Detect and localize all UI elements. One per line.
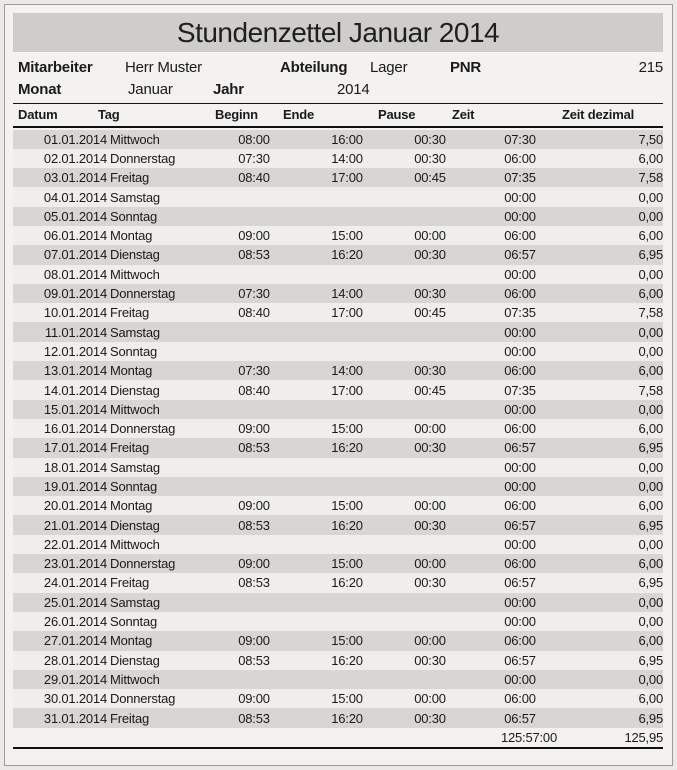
info-row-2 [13, 79, 663, 101]
cell-zeit: 00:00 [504, 189, 536, 205]
table-row [13, 573, 663, 592]
cell-pause: 00:00 [414, 691, 446, 707]
cell-tag: Dienstag [110, 652, 160, 668]
cell-datum: 09.01.2014 [43, 286, 107, 302]
cell-datum: 22.01.2014 [43, 536, 107, 552]
cell-zeit_dezimal: 6,95 [638, 575, 663, 591]
cell-ende: 15:00 [331, 633, 363, 649]
cell-datum: 27.01.2014 [43, 633, 107, 649]
cell-ende: 16:20 [331, 652, 363, 668]
cell-zeit_dezimal: 6,95 [638, 440, 663, 456]
cell-zeit_dezimal: 0,00 [638, 343, 663, 359]
pnr-label: PNR [450, 59, 482, 76]
table-row [13, 207, 663, 226]
table-row [13, 168, 663, 187]
cell-ende: 17:00 [331, 170, 363, 186]
cell-pause: 00:00 [414, 421, 446, 437]
cell-zeit: 00:00 [504, 614, 536, 630]
cell-datum: 23.01.2014 [43, 556, 107, 572]
cell-zeit_dezimal: 0,00 [638, 266, 663, 282]
table-row [13, 651, 663, 670]
timesheet-content [13, 13, 663, 749]
cell-zeit_dezimal: 6,00 [638, 633, 663, 649]
cell-pause: 00:30 [414, 247, 446, 263]
cell-tag: Freitag [110, 305, 150, 321]
table-row [13, 284, 663, 303]
cell-beginn: 08:53 [238, 440, 270, 456]
mitarbeiter-label: Mitarbeiter [18, 59, 93, 76]
cell-beginn: 07:30 [238, 150, 270, 166]
title-banner [13, 13, 663, 52]
cell-beginn: 08:40 [238, 170, 270, 186]
cell-tag: Mittwoch [110, 266, 160, 282]
cell-tag: Mittwoch [110, 536, 160, 552]
cell-datum: 15.01.2014 [43, 401, 107, 417]
table-row [13, 322, 663, 341]
cell-zeit_dezimal: 0,00 [638, 324, 663, 340]
cell-tag: Donnerstag [110, 421, 176, 437]
jahr-value: 2014 [337, 81, 370, 98]
cell-pause: 00:30 [414, 363, 446, 379]
cell-zeit_dezimal: 7,58 [638, 382, 663, 398]
table-row [13, 342, 663, 361]
cell-datum: 17.01.2014 [43, 440, 107, 456]
table-row [13, 593, 663, 612]
cell-pause: 00:45 [414, 170, 446, 186]
cell-pause: 00:30 [414, 710, 446, 726]
cell-datum: 01.01.2014 [43, 131, 107, 147]
cell-zeit_dezimal: 7,50 [638, 131, 663, 147]
cell-tag: Donnerstag [110, 691, 176, 707]
info-row-1 [13, 57, 663, 79]
table-row [13, 438, 663, 457]
table-row [13, 149, 663, 168]
cell-datum: 29.01.2014 [43, 671, 107, 687]
cell-beginn: 08:53 [238, 517, 270, 533]
pnr-value: 215 [638, 59, 663, 76]
cell-tag: Samstag [110, 189, 160, 205]
table-row [13, 419, 663, 438]
cell-tag: Dienstag [110, 517, 160, 533]
cell-tag: Freitag [110, 710, 150, 726]
cell-pause: 00:30 [414, 286, 446, 302]
cell-beginn: 08:40 [238, 382, 270, 398]
cell-pause: 00:30 [414, 575, 446, 591]
cell-beginn: 09:00 [238, 556, 270, 572]
cell-datum: 07.01.2014 [43, 247, 107, 263]
cell-zeit_dezimal: 6,00 [638, 498, 663, 514]
cell-zeit: 06:57 [504, 575, 536, 591]
cell-tag: Samstag [110, 459, 160, 475]
cell-tag: Mittwoch [110, 131, 160, 147]
cell-datum: 31.01.2014 [43, 710, 107, 726]
table-row [13, 361, 663, 380]
cell-zeit: 06:57 [504, 440, 536, 456]
cell-ende: 17:00 [331, 305, 363, 321]
table-row [13, 187, 663, 206]
cell-datum: 12.01.2014 [43, 343, 107, 359]
cell-tag: Montag [110, 228, 153, 244]
cell-ende: 16:20 [331, 575, 363, 591]
cell-zeit: 00:00 [504, 208, 536, 224]
table-row [13, 670, 663, 689]
cell-datum: 18.01.2014 [43, 459, 107, 475]
cell-datum: 19.01.2014 [43, 478, 107, 494]
cell-pause: 00:00 [414, 633, 446, 649]
cell-zeit_dezimal: 6,00 [638, 286, 663, 302]
cell-pause: 00:45 [414, 382, 446, 398]
abteilung-value: Lager [370, 59, 408, 76]
cell-datum: 20.01.2014 [43, 498, 107, 514]
cell-zeit: 00:00 [504, 401, 536, 417]
table-row [13, 631, 663, 650]
table-row [13, 245, 663, 264]
table-row [13, 303, 663, 322]
cell-zeit_dezimal: 6,95 [638, 652, 663, 668]
cell-ende: 15:00 [331, 556, 363, 572]
cell-zeit_dezimal: 6,00 [638, 150, 663, 166]
cell-zeit: 06:00 [504, 363, 536, 379]
table-row [13, 400, 663, 419]
cell-datum: 04.01.2014 [43, 189, 107, 205]
cell-datum: 21.01.2014 [43, 517, 107, 533]
cell-zeit_dezimal: 0,00 [638, 594, 663, 610]
cell-tag: Dienstag [110, 247, 160, 263]
cell-zeit: 06:57 [504, 517, 536, 533]
cell-datum: 16.01.2014 [43, 421, 107, 437]
cell-beginn: 08:40 [238, 305, 270, 321]
cell-zeit: 07:30 [504, 131, 536, 147]
cell-zeit: 00:00 [504, 671, 536, 687]
cell-tag: Freitag [110, 575, 150, 591]
col-header-pause: Pause [378, 107, 416, 122]
cell-zeit: 00:00 [504, 266, 536, 282]
total-zeit-dezimal: 125,95 [624, 729, 663, 745]
table-row [13, 689, 663, 708]
cell-pause: 00:00 [414, 228, 446, 244]
table-row [13, 496, 663, 515]
total-zeit: 125:57:00 [500, 729, 557, 745]
table-row [13, 477, 663, 496]
cell-ende: 14:00 [331, 150, 363, 166]
table-row [13, 130, 663, 149]
cell-ende: 16:20 [331, 710, 363, 726]
cell-ende: 14:00 [331, 363, 363, 379]
col-header-ende: Ende [283, 107, 314, 122]
table-row [13, 380, 663, 399]
cell-zeit_dezimal: 6,95 [638, 710, 663, 726]
cell-datum: 05.01.2014 [43, 208, 107, 224]
col-header-datum: Datum [18, 107, 58, 122]
cell-ende: 16:20 [331, 517, 363, 533]
cell-pause: 00:30 [414, 131, 446, 147]
cell-pause: 00:30 [414, 440, 446, 456]
abteilung-label: Abteilung [280, 59, 348, 76]
col-header-zeit: Zeit [452, 107, 475, 122]
cell-tag: Montag [110, 498, 153, 514]
cell-tag: Donnerstag [110, 150, 176, 166]
cell-tag: Montag [110, 633, 153, 649]
cell-zeit_dezimal: 0,00 [638, 478, 663, 494]
table-row [13, 612, 663, 631]
cell-tag: Freitag [110, 440, 150, 456]
cell-tag: Mittwoch [110, 401, 160, 417]
cell-zeit_dezimal: 6,00 [638, 691, 663, 707]
totals-row [13, 728, 663, 747]
cell-ende: 15:00 [331, 228, 363, 244]
cell-tag: Freitag [110, 170, 150, 186]
cell-datum: 02.01.2014 [43, 150, 107, 166]
header-divider-thick [13, 126, 663, 128]
cell-zeit_dezimal: 7,58 [638, 170, 663, 186]
table-row [13, 554, 663, 573]
cell-beginn: 08:53 [238, 247, 270, 263]
cell-datum: 06.01.2014 [43, 228, 107, 244]
cell-zeit: 06:00 [504, 421, 536, 437]
table-body [13, 130, 663, 728]
cell-pause: 00:30 [414, 150, 446, 166]
table-row [13, 226, 663, 245]
cell-beginn: 09:00 [238, 691, 270, 707]
cell-ende: 15:00 [331, 691, 363, 707]
cell-ende: 17:00 [331, 382, 363, 398]
cell-beginn: 08:00 [238, 131, 270, 147]
table-row [13, 515, 663, 534]
cell-zeit_dezimal: 6,00 [638, 421, 663, 437]
cell-ende: 15:00 [331, 498, 363, 514]
cell-datum: 08.01.2014 [43, 266, 107, 282]
cell-tag: Dienstag [110, 382, 160, 398]
cell-datum: 28.01.2014 [43, 652, 107, 668]
cell-zeit: 00:00 [504, 478, 536, 494]
cell-zeit_dezimal: 0,00 [638, 459, 663, 475]
table-row [13, 708, 663, 727]
bottom-rule [13, 747, 663, 749]
cell-zeit_dezimal: 7,58 [638, 305, 663, 321]
cell-zeit_dezimal: 6,00 [638, 228, 663, 244]
table-header [13, 104, 663, 126]
cell-zeit: 00:00 [504, 343, 536, 359]
cell-beginn: 09:00 [238, 421, 270, 437]
cell-ende: 15:00 [331, 421, 363, 437]
cell-ende: 16:20 [331, 440, 363, 456]
cell-datum: 11.01.2014 [44, 324, 107, 340]
cell-datum: 30.01.2014 [43, 691, 107, 707]
cell-beginn: 07:30 [238, 363, 270, 379]
cell-datum: 24.01.2014 [43, 575, 107, 591]
col-header-tag: Tag [98, 107, 120, 122]
cell-ende: 14:00 [331, 286, 363, 302]
cell-zeit_dezimal: 6,00 [638, 556, 663, 572]
cell-zeit: 00:00 [504, 536, 536, 552]
cell-zeit_dezimal: 6,95 [638, 247, 663, 263]
cell-zeit_dezimal: 0,00 [638, 671, 663, 687]
monat-value: Januar [128, 81, 173, 98]
cell-zeit: 06:00 [504, 498, 536, 514]
cell-zeit: 07:35 [504, 170, 536, 186]
cell-zeit_dezimal: 6,95 [638, 517, 663, 533]
col-header-zeit-dezimal: Zeit dezimal [562, 107, 635, 122]
cell-tag: Montag [110, 363, 153, 379]
info-header [13, 57, 663, 101]
cell-tag: Donnerstag [110, 556, 176, 572]
cell-beginn: 08:53 [238, 652, 270, 668]
table-row [13, 265, 663, 284]
cell-zeit: 06:57 [504, 652, 536, 668]
cell-pause: 00:00 [414, 498, 446, 514]
cell-datum: 25.01.2014 [43, 594, 107, 610]
cell-zeit: 06:00 [504, 286, 536, 302]
cell-datum: 14.01.2014 [43, 382, 107, 398]
cell-pause: 00:45 [414, 305, 446, 321]
monat-label: Monat [18, 81, 62, 98]
cell-tag: Mittwoch [110, 671, 160, 687]
cell-datum: 03.01.2014 [43, 170, 107, 186]
cell-zeit: 00:00 [504, 594, 536, 610]
cell-zeit_dezimal: 6,00 [638, 363, 663, 379]
cell-datum: 13.01.2014 [43, 363, 107, 379]
cell-tag: Samstag [110, 324, 160, 340]
cell-zeit_dezimal: 0,00 [638, 208, 663, 224]
cell-ende: 16:00 [331, 131, 363, 147]
cell-tag: Sonntag [110, 208, 158, 224]
cell-zeit_dezimal: 0,00 [638, 189, 663, 205]
cell-tag: Sonntag [110, 614, 158, 630]
cell-zeit: 07:35 [504, 305, 536, 321]
jahr-label: Jahr [213, 81, 244, 98]
cell-tag: Sonntag [110, 478, 158, 494]
cell-zeit: 07:35 [504, 382, 536, 398]
cell-zeit: 06:00 [504, 691, 536, 707]
cell-zeit_dezimal: 0,00 [638, 536, 663, 552]
cell-zeit_dezimal: 0,00 [638, 401, 663, 417]
cell-zeit: 06:57 [504, 710, 536, 726]
cell-beginn: 09:00 [238, 228, 270, 244]
cell-tag: Sonntag [110, 343, 158, 359]
cell-zeit: 00:00 [504, 324, 536, 340]
cell-zeit: 00:00 [504, 459, 536, 475]
cell-datum: 10.01.2014 [43, 305, 107, 321]
table-row [13, 458, 663, 477]
cell-pause: 00:30 [414, 517, 446, 533]
cell-zeit: 06:57 [504, 247, 536, 263]
mitarbeiter-value: Herr Muster [125, 59, 202, 76]
cell-datum: 26.01.2014 [43, 614, 107, 630]
cell-beginn: 07:30 [238, 286, 270, 302]
cell-beginn: 08:53 [238, 575, 270, 591]
cell-zeit: 06:00 [504, 150, 536, 166]
cell-tag: Samstag [110, 594, 160, 610]
cell-pause: 00:30 [414, 652, 446, 668]
cell-zeit: 06:00 [504, 228, 536, 244]
col-header-beginn: Beginn [215, 107, 258, 122]
cell-ende: 16:20 [331, 247, 363, 263]
cell-beginn: 09:00 [238, 498, 270, 514]
cell-zeit: 06:00 [504, 633, 536, 649]
cell-beginn: 08:53 [238, 710, 270, 726]
cell-zeit_dezimal: 0,00 [638, 614, 663, 630]
cell-tag: Donnerstag [110, 286, 176, 302]
cell-zeit: 06:00 [504, 556, 536, 572]
cell-pause: 00:00 [414, 556, 446, 572]
cell-beginn: 09:00 [238, 633, 270, 649]
page-title: Stundenzettel Januar 2014 [176, 16, 500, 48]
table-row [13, 535, 663, 554]
